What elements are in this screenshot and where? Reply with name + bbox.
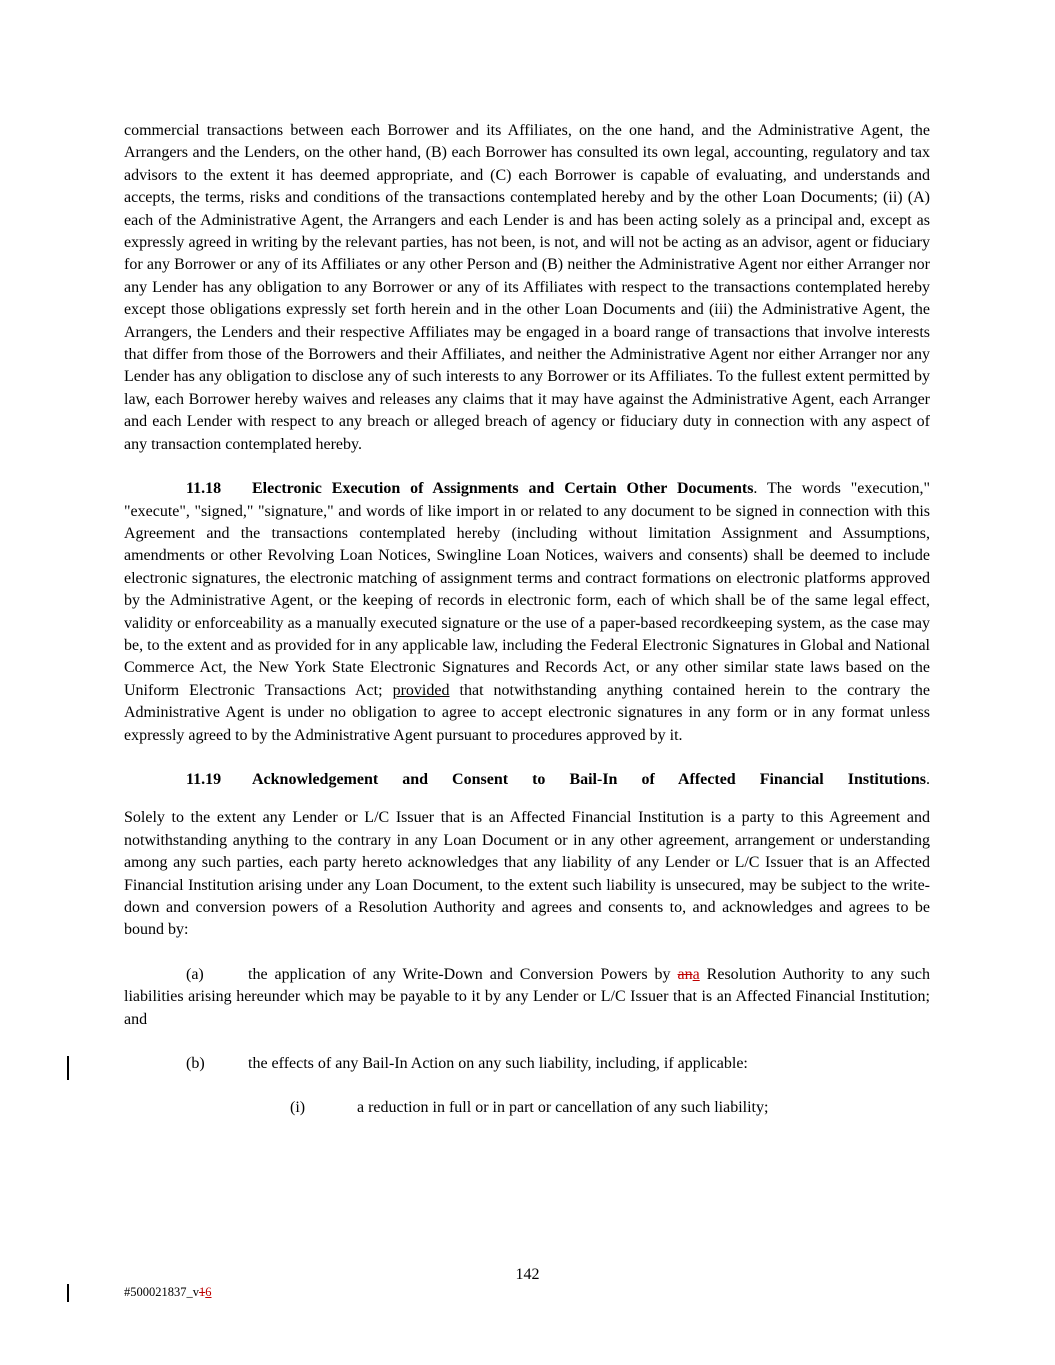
list-item-i-text: a reduction in full or in part or cancellation of any such liability; xyxy=(357,1099,769,1117)
change-bar xyxy=(67,1284,69,1302)
document-id-deleted-version: 1 xyxy=(199,1285,206,1299)
section-11-19-body: Solely to the extent any Lender or L/C Issuer that is an Affected Financial Institution is a party to this Agreement and notwithstanding anything to the contrary in any Loan Document or in any other agreement, arrangement or understanding among any such parties, each party hereto acknowledges that any liability of any Lender or L/C Issuer that is an Affected Financial Institution arising under any Loan Document, to the extent such liability is unsecured, may be subject to the write-down and conversion powers of a Resolution Authority and agrees and consents to, and acknowledges and agrees to be bound by: xyxy=(124,809,930,939)
list-item-a-label: (a) xyxy=(186,965,204,983)
document-content xyxy=(124,120,930,1120)
list-item-i-label: (i) xyxy=(290,1099,306,1117)
tracked-change-deleted-text: an xyxy=(677,965,693,983)
section-11-18 xyxy=(124,478,930,747)
list-item-a xyxy=(124,964,930,1031)
list-item-i xyxy=(124,1097,930,1119)
provided-underlined-term: provided xyxy=(392,681,450,699)
list-item-b xyxy=(124,1053,930,1075)
document-id-prefix: #500021837_v xyxy=(124,1285,199,1299)
section-11-19-title: Acknowledgement and Consent to Bail-In of Affected Financial Institutions xyxy=(252,770,926,788)
section-11-19 xyxy=(124,769,930,942)
section-11-18-body-rest: that notwithstanding anything contained herein to the contrary the Administrative Agent is under no obligation to agree to accept electronic signatures in any form or in any format unless expressly agreed to by the Administrative Agent pursuant to procedures approved by it. xyxy=(124,681,930,744)
list-item-b-text: the effects of any Bail-In Action on any such liability, including, if applicable: xyxy=(248,1055,748,1073)
section-11-18-title: Electronic Execution of Assignments and Certain Other Documents xyxy=(252,480,754,498)
page-number: 142 xyxy=(515,1266,540,1283)
list-item-b-label: (b) xyxy=(186,1055,205,1073)
list-item-a-text: the application of any Write-Down and Conversion Powers by xyxy=(248,965,678,983)
tracked-change-inserted-text: a xyxy=(692,965,700,983)
section-11-19-number: 11.19 xyxy=(186,770,222,788)
document-id-footer xyxy=(124,1284,212,1300)
paragraph-continuation: commercial transactions between each Borrower and its Affiliates, on the one hand, and the Administrative Agent, the Arrangers and the Lenders, on the other hand, (B) each Borrower has consulted its own legal, accounting, regulatory and tax advisors to the extent it has deemed appropriate, and (C) each Borrower is capable of evaluating, and understands and accepts, the terms, risks and conditions of the transactions contemplated hereby and by the other Loan Documents; (ii) (A) each of the Administrative Agent, the Arrangers and each Lender is and has been acting solely as a principal and, except as expressly agreed in writing by the relevant parties, has not been, is not, and will not be acting as an advisor, agent or fiduciary for any Borrower or any of its Affiliates or any other Person and (B) neither the Administrative Agent nor either Arranger nor any Lender has any obligation to any Borrower or any of its Affiliates with respect to the transactions contemplated hereby except those obligations expressly set forth herein and in the other Loan Documents and (iii) the Administrative Agent, the Arrangers, the Lenders and their respective Affiliates may be engaged in a board range of transactions that involve interests that differ from those of the Borrowers and their Affiliates, and neither the Administrative Agent nor either Arranger nor any Lender has any obligation to disclose any of such interests to any Borrower or its Affiliates. To the fullest extent permitted by law, each Borrower hereby waives and releases any claims that it may have against the Administrative Agent, each Arranger and each Lender with respect to any breach or alleged breach of agency or fiduciary duty in connection with any aspect of any transaction contemplated hereby. xyxy=(124,122,930,453)
list-item-a-text-rest: Resolution Authority to any such liabilities arising hereunder which may be payable to it by any Lender or L/C Issuer that is an Affected Financial Institution; and xyxy=(124,965,930,1028)
section-11-19-heading xyxy=(124,769,930,791)
section-11-18-number: 11.18 xyxy=(186,480,222,498)
section-11-18-body: . The words "execution," "execute", "signed," "signature," and words of like import in or related to any document to be signed in connection with this Agreement and the transactions contemplated hereby (including without limitation Assignment and Assumptions, amendments or other Revolving Loan Notices, Swingline Loan Notices, waivers and consents) shall be deemed to include electronic signatures, the electronic matching of assignment terms and contract formations on electronic platforms approved by the Administrative Agent, or the keeping of records in electronic form, each of which shall be of the same legal effect, validity or enforceability as a manually executed signature or the use of a paper-based recordkeeping system, as the case may be, to the extent and as provided for in any applicable law, including the Federal Electronic Signatures in Global and National Commerce Act, the New York State Electronic Signatures and Records Act, or any other similar state laws based on the Uniform Electronic Transactions Act; xyxy=(124,480,931,699)
document-id-inserted-version: 6 xyxy=(205,1285,212,1299)
change-bar xyxy=(67,1056,69,1080)
section-11-19-title-period: . xyxy=(926,770,930,788)
